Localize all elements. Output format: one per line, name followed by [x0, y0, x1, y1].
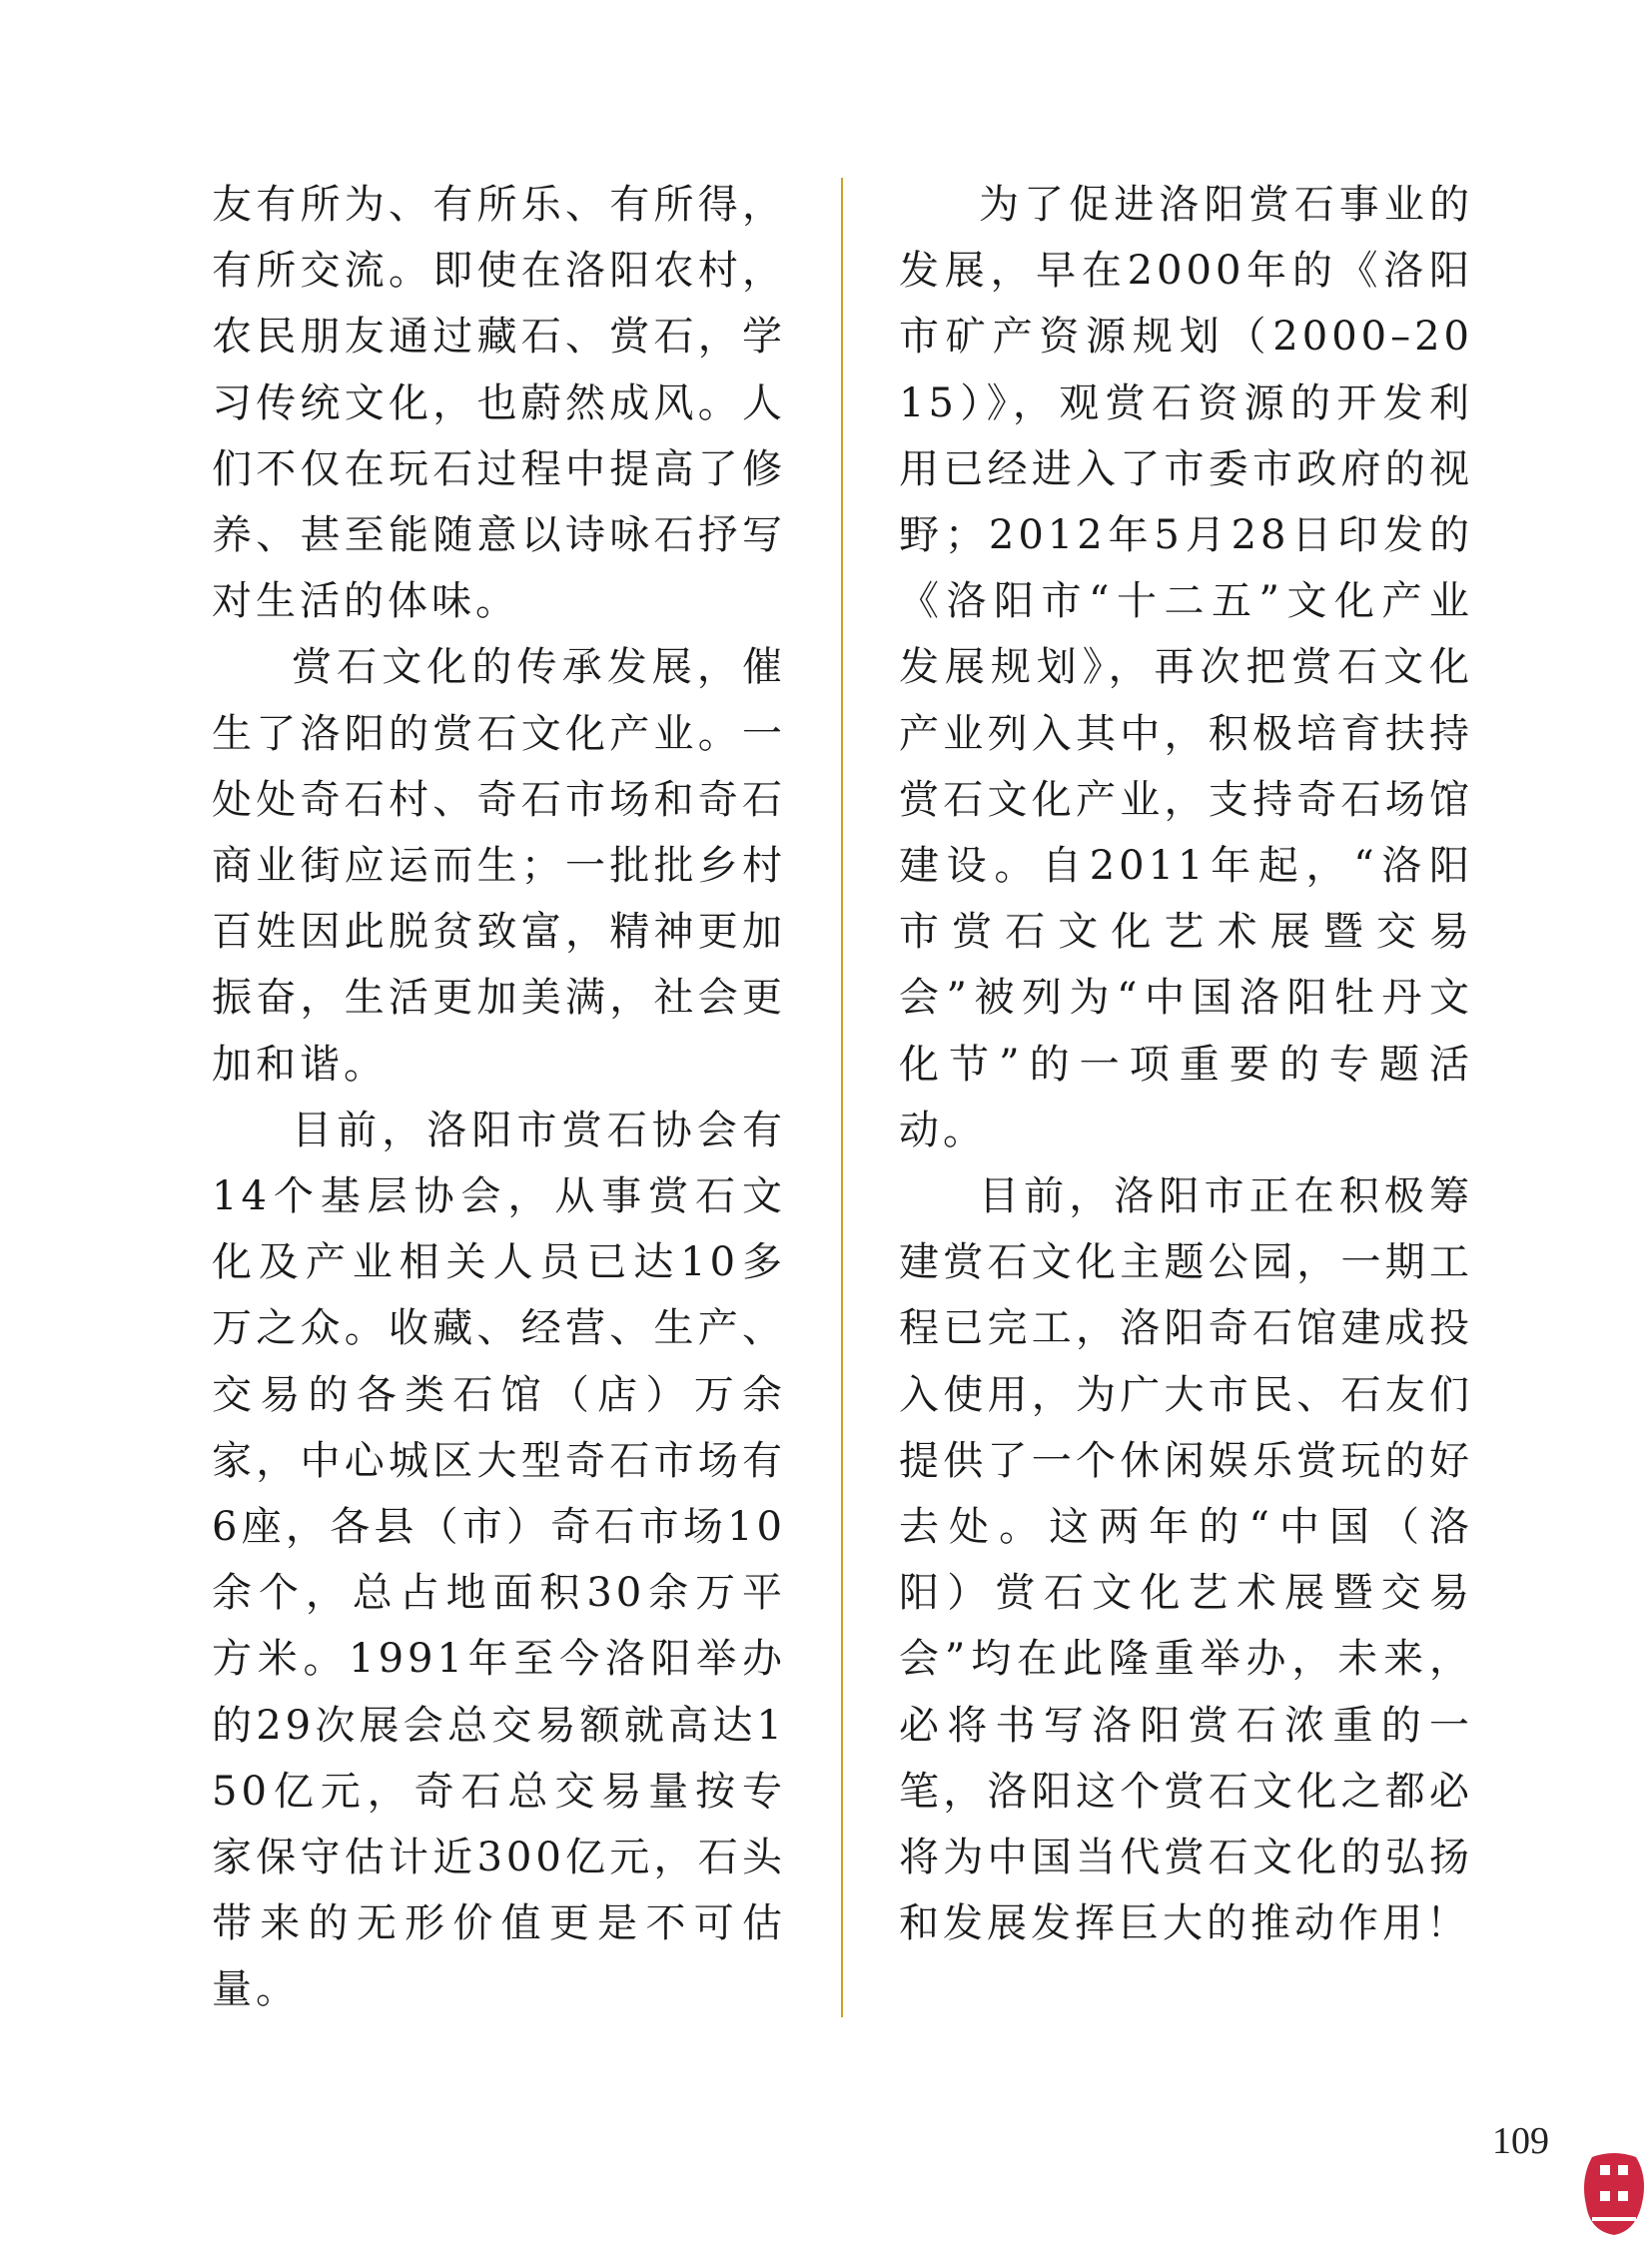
page-number: 109	[1492, 2120, 1549, 2162]
paragraph: 目前，洛阳市赏石协会有14个基层协会，从事赏石文化及产业相关人员已达10多万之众。收藏、经营、生产、交易的各类石馆（店）万余家，中心城区大型奇石市场有6座，各县（市）奇石市场10余个，总占地面积30余万平方米。1991年至今洛阳举办的29次展会总交易额就高达150亿元，奇石总交易量按专家保守估计近300亿元，石头带来的无形价值更是不可估量。	[212, 1107, 786, 2013]
paragraph: 目前，洛阳市正在积极筹建赏石文化主题公园，一期工程已完工，洛阳奇石馆建成投入使用，为广大市民、石友们提供了一个休闲娱乐赏玩的好去处。这两年的“中国（洛阳）赏石文化艺术展暨交易会”均在此隆重举办，未来，必将书写洛阳赏石浓重的一笔，洛阳这个赏石文化之都必将为中国当代赏石文化的弘扬和发展发挥巨大的推动作用！	[899, 1173, 1473, 1947]
left-text-column	[212, 172, 786, 2023]
right-text-column	[899, 172, 1473, 1956]
watermark-seal-icon	[1578, 2147, 1650, 2239]
paragraph: 友有所为、有所乐、有所得，有所交流。即使在洛阳农村，农民朋友通过藏石、赏石，学习传统文化，也蔚然成风。人们不仅在玩石过程中提高了修养、甚至能随意以诗咏石抒写对生活的体味。	[212, 182, 786, 625]
column-divider	[841, 178, 843, 2017]
paragraph: 赏石文化的传承发展，催生了洛阳的赏石文化产业。一处处奇石村、奇石市场和奇石商业街应运而生；一批批乡村百姓因此脱贫致富，精神更加振奋，生活更加美满，社会更加和谐。	[212, 644, 786, 1088]
paragraph: 为了促进洛阳赏石事业的发展，早在2000年的《洛阳市矿产资源规划（2000–2015）》，观赏石资源的开发利用已经进入了市委市政府的视野；2012年5月28日印发的《洛阳市“十二五”文化产业发展规划》，再次把赏石文化产业列入其中，积极培育扶持赏石文化产业，支持奇石场馆建设。自2011年起，“洛阳市赏石文化艺术展暨交易会”被列为“中国洛阳牡丹文化节”的一项重要的专题活动。	[899, 182, 1473, 1153]
